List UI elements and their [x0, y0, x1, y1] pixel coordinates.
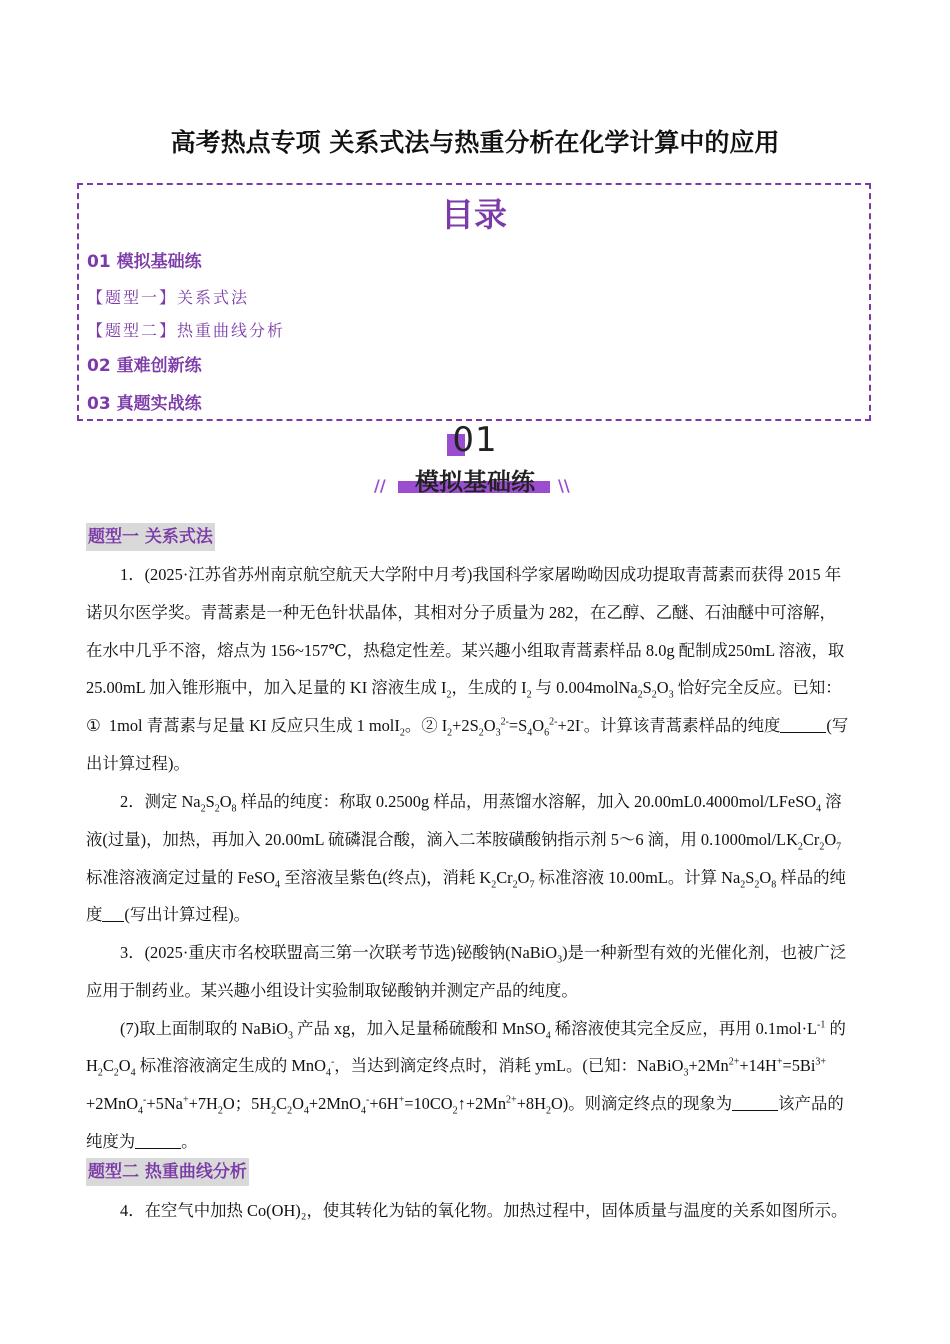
toc-item-02[interactable]: 02 重难创新练	[87, 356, 202, 376]
q3-line-6	[86, 1123, 864, 1161]
toc-item-01[interactable]: 01 模拟基础练	[87, 252, 202, 272]
q1-line-1: 1．(2025·江苏省苏州南京航空航天大学附中月考)我国科学家屠呦呦因成功提取青蒿素而获得 2015 年	[120, 565, 842, 584]
q1-line-2: 诺贝尔医学奖。青蒿素是一种无色针状晶体，其相对分子质量为 282，在乙醇、乙醚、石油醚中可溶解，	[86, 602, 836, 622]
question-1	[86, 556, 864, 783]
q3-line-6b: 。	[181, 1131, 198, 1151]
toc-item-type2[interactable]: 【题型二】热重曲线分析	[87, 321, 286, 340]
q4-line-1: 4．在空气中加热 Co(OH)₂，使其转化为钴的氧化物。加热过程中，固体质量与温度的关系如图所示。	[120, 1201, 848, 1220]
q3-line-6a: 纯度为	[86, 1131, 136, 1151]
q3-line-4: $H_2C_2O_4$ 标准溶液滴定生成的 MnO$_4$-，当达到滴定终点时，消耗 ymL。(已知：$NaBiO_3+2Mn^{2+}+14H^+=5Bi^{3+}$	[86, 1056, 827, 1079]
question-4	[86, 1192, 864, 1230]
q1-line-6: 出计算过程)。	[86, 753, 190, 773]
section-banner	[370, 420, 580, 500]
banner-number: 01	[452, 420, 498, 460]
q1-line-5: ① 1mol 青蒿素与足量 KI 反应只生成 1 molI$_2$。② $I_2+2S_2O_3^{2-}=S_4O_6^{2-}+2I^-$。计算该青蒿素样品的纯度 (写	[86, 716, 849, 739]
section-heading-type1: 题型一 关系式法	[86, 523, 215, 551]
q3-line-1: 3．(2025·重庆市名校联盟高三第一次联考节选)铋酸钠(NaBiO$_3$)是一种新型有效的光催化剂，也被广泛	[120, 943, 847, 966]
q2-line-1: 2．测定 $Na_2S_2O_8$ 样品的纯度：称取 0.2500g 样品，用蒸馏水溶解，加入 20.00mL0.4000mol/LFeSO$_4$ 溶	[120, 792, 842, 815]
question-3	[86, 934, 864, 1161]
q3-line-1b: )是一种新型有效的光催化剂，也被广泛	[562, 943, 847, 962]
q2-line-4	[86, 896, 864, 934]
q3-line-2: 应用于制药业。某兴趣小组设计实验制取铋酸钠并测定产品的纯度。	[86, 980, 578, 1000]
q1-line-3: 在水中几乎不溶，熔点为 156~157℃，热稳定性差。某兴趣小组取青蒿素样品 8.0g 配制成250mL 溶液，取	[86, 640, 845, 660]
banner-label: 模拟基础练	[415, 468, 535, 496]
q2-line-3: 标准溶液滴定过量的 FeSO$_4$ 至溶液呈紫色(终点)，消耗 $K_2Cr_2O_7$ 标准溶液 10.00mL。计算 $Na_2S_2O_8$ 样品的纯	[86, 867, 846, 890]
toc-item-type1[interactable]: 【题型一】关系式法	[87, 288, 250, 307]
section-heading-type2: 题型二 热重曲线分析	[86, 1158, 249, 1186]
table-of-contents	[77, 183, 871, 421]
q3-line-3: (7)取上面制取的 NaBiO$_3$ 产品 xg，加入足量稀硫酸和 MnSO$_4$ 稀溶液使其完全反应，再用 $0.1mol\cdot L^{-1}$ 的	[120, 1018, 846, 1041]
q3-line-1a: 3．(2025·重庆市名校联盟高三第一次联考节选)铋酸钠(NaBiO	[120, 943, 558, 962]
question-2	[86, 783, 864, 934]
toc-item-03[interactable]: 03 真题实战练	[87, 394, 202, 414]
q2-line-4b: (写出计算过程)。	[124, 905, 251, 925]
banner-left-slash-icon: //	[374, 476, 386, 495]
q1-line-4: 25.00mL 加入锥形瓶中，加入足量的 KI 溶液生成 $I_2$，生成的 $I_2$ 与 $0.004molNa_2S_2O_3$ 恰好完全反应。已知：	[86, 678, 842, 701]
q2-line-2: 液(过量)，加热，再加入 20.00mL 硫磷混合酸，滴入二苯胺磺酸钠指示剂 5～6 滴，用 $0.1000mol/LK_2Cr_2O_7$	[86, 829, 842, 853]
banner-right-slash-icon: \\	[558, 476, 570, 495]
q3-line-5: $+2MnO_4^-+5Na^++7H_2O$；$5H_2C_2O_4+2MnO_4^-+6H^+=10CO_2↑+2Mn^{2+}+8H_2O$)。则滴定终点的现象为 该产品的	[86, 1094, 844, 1117]
toc-heading: 目录	[441, 195, 507, 234]
page-title: 高考热点专项 关系式法与热重分析在化学计算中的应用	[170, 128, 780, 157]
q2-line-4a: 度	[86, 905, 103, 925]
